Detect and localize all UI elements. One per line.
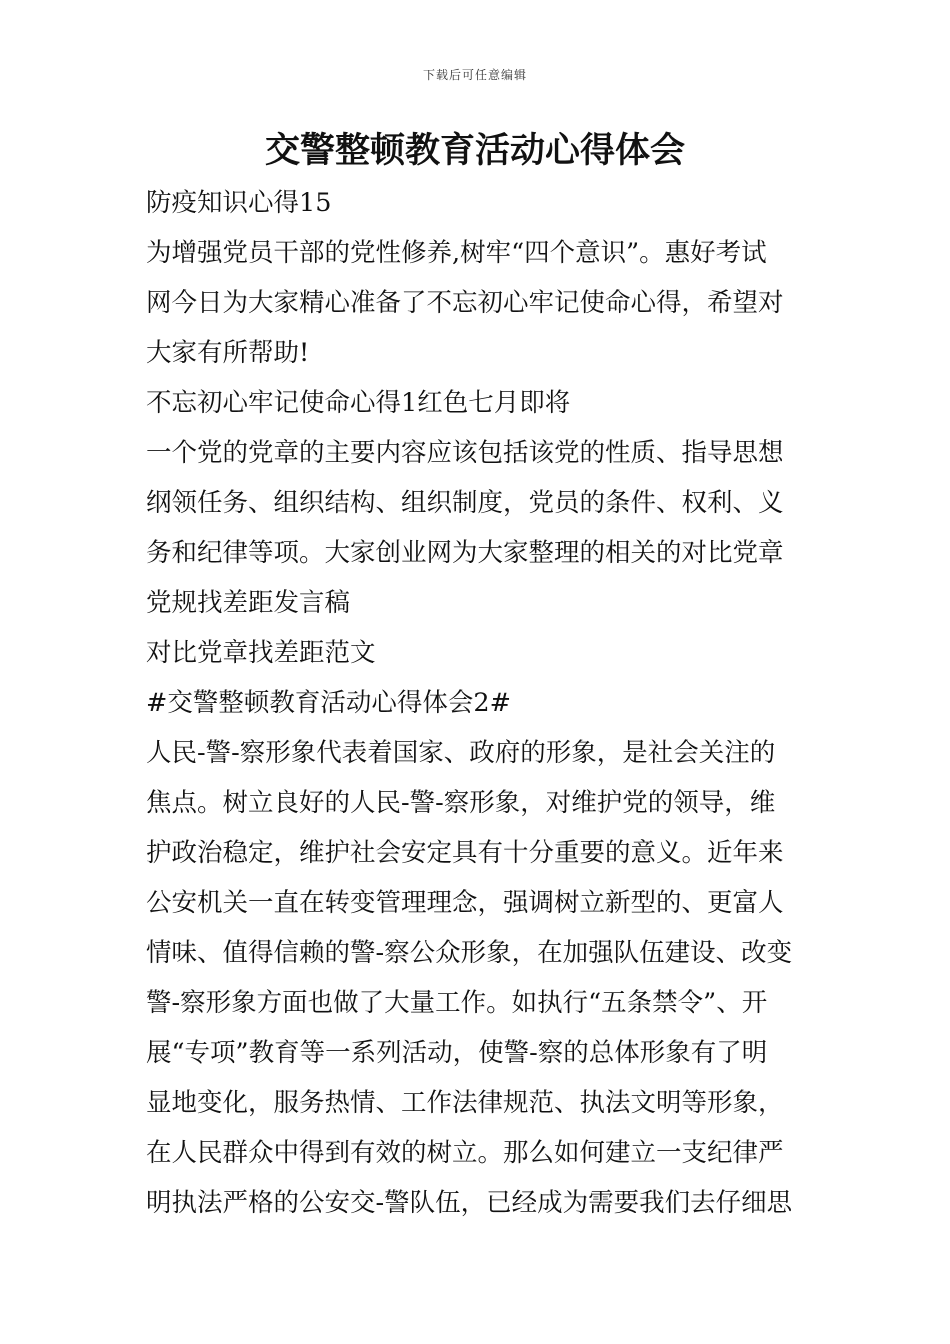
body-line: 防疫知识心得15 [146, 188, 332, 218]
body-line: 网今日为大家精心准备了不忘初心牢记使命心得，希望对 [146, 288, 784, 318]
body-line: 护政治稳定，维护社会安定具有十分重要的意义。近年来 [146, 838, 784, 868]
body-line: 为增强党员干部的党性修养,树牢“四个意识”。惠好考试 [146, 238, 767, 268]
body-line: 警-察形象方面也做了大量工作。如执行“五条禁令”、开 [146, 988, 768, 1018]
body-line: 在人民群众中得到有效的树立。那么如何建立一支纪律严 [146, 1138, 784, 1168]
body-line: 对比党章找差距范文 [146, 638, 376, 668]
body-line: 焦点。树立良好的人民-警-察形象，对维护党的领导，维 [146, 788, 776, 818]
body-line: 党规找差距发言稿 [146, 588, 351, 618]
document-body [146, 178, 816, 1228]
body-line: 务和纪律等项。大家创业网为大家整理的相关的对比党章 [146, 538, 784, 568]
body-line: 人民-警-察形象代表着国家、政府的形象，是社会关注的 [146, 738, 776, 768]
body-line: 公安机关一直在转变管理理念，强调树立新型的、更富人 [146, 888, 784, 918]
body-line: 一个党的党章的主要内容应该包括该党的性质、指导思想 [146, 438, 784, 468]
body-line: 纲领任务、组织结构、组织制度，党员的条件、权利、义 [146, 488, 784, 518]
body-line: #交警整顿教育活动心得体会2# [146, 688, 511, 718]
body-line: 情味、值得信赖的警-察公众形象，在加强队伍建设、改变 [146, 938, 793, 968]
document-title: 交警整顿教育活动心得体会 [264, 130, 685, 171]
body-line: 显地变化，服务热情、工作法律规范、执法文明等形象， [146, 1088, 784, 1118]
body-line: 明执法严格的公安交-警队伍，已经成为需要我们去仔细思 [146, 1188, 793, 1218]
body-line: 不忘初心牢记使命心得1红色七月即将 [146, 388, 571, 418]
body-line: 展“专项”教育等一系列活动，使警-察的总体形象有了明 [146, 1038, 768, 1068]
page-header-note: 下载后可任意编辑 [422, 68, 527, 82]
body-line: 大家有所帮助! [146, 338, 310, 368]
